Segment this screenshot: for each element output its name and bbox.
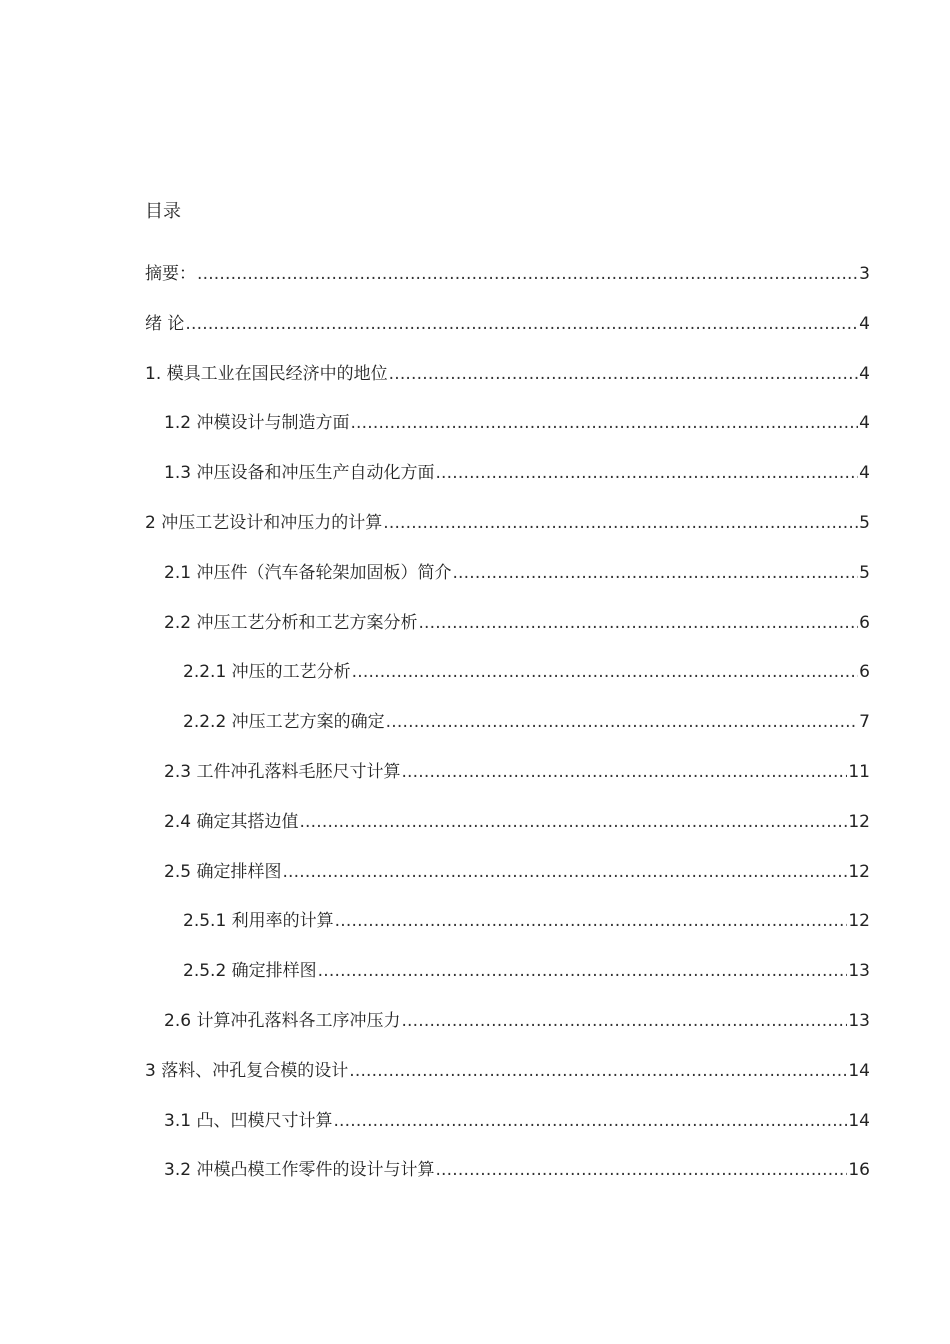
dot-leader <box>282 860 847 884</box>
toc-entry-text: 2.5.1 利用率的计算 <box>183 911 334 932</box>
toc-entry[interactable] <box>145 959 870 1009</box>
dot-leader <box>335 909 848 933</box>
dot-leader <box>352 660 859 684</box>
toc-entry-page: 14 <box>848 1110 870 1131</box>
toc-entry-page: 4 <box>859 413 870 434</box>
toc-entry-page: 12 <box>848 911 870 932</box>
toc-entry-text: 2.4 确定其搭边值 <box>164 811 299 832</box>
toc-entry-text: 2.1 冲压件（汽车备轮架加固板）简介 <box>164 562 452 583</box>
toc-entry-text: 2.6 计算冲孔落料各工序冲压力 <box>164 1010 401 1031</box>
toc-entry-text: 2.3 工件冲孔落料毛胚尺寸计算 <box>164 761 401 782</box>
toc-title: 目录 <box>145 201 181 222</box>
toc-entry-text: 2.2.2 冲压工艺方案的确定 <box>183 712 385 733</box>
toc-entry-page: 7 <box>859 712 870 733</box>
dot-leader <box>401 1009 847 1033</box>
toc-entry-text: 2 冲压工艺设计和冲压力的计算 <box>145 512 383 533</box>
dot-leader <box>418 611 858 635</box>
toc-entry-page: 12 <box>848 861 870 882</box>
dot-leader <box>185 312 858 336</box>
toc-entry-text: 2.2.1 冲压的工艺分析 <box>183 662 351 683</box>
toc-entry-page: 5 <box>859 512 870 533</box>
dot-leader <box>349 1059 847 1083</box>
dot-leader <box>197 262 858 286</box>
toc-entry-page: 5 <box>859 562 870 583</box>
dot-leader <box>435 461 858 485</box>
toc-entry-text: 摘要： <box>145 264 196 284</box>
toc-entry-page: 6 <box>859 662 870 683</box>
toc-entry-text: 2.2 冲压工艺分析和工艺方案分析 <box>164 612 418 633</box>
dot-leader <box>350 411 858 435</box>
toc-entry-page: 4 <box>859 463 870 484</box>
toc-entry-text: 3 落料、冲孔复合模的设计 <box>145 1060 349 1081</box>
toc-list <box>145 262 870 1208</box>
toc-entry-text: 1.3 冲压设备和冲压生产自动化方面 <box>164 463 435 484</box>
toc-entry-text: 1. 模具工业在国民经济中的地位 <box>145 363 388 384</box>
toc-entry-text: 1.2 冲模设计与制造方面 <box>164 413 350 434</box>
toc-entry[interactable] <box>145 262 870 312</box>
toc-entry-page: 16 <box>848 1160 870 1181</box>
toc-entry[interactable] <box>145 860 870 910</box>
toc-entry-text: 3.1 凸、凹模尺寸计算 <box>164 1110 333 1131</box>
toc-entry-page: 13 <box>848 961 870 982</box>
dot-leader <box>389 362 859 386</box>
toc-entry-text: 3.2 冲模凸模工作零件的设计与计算 <box>164 1160 435 1181</box>
dot-leader <box>452 561 858 585</box>
toc-entry[interactable] <box>145 760 870 810</box>
dot-leader <box>383 511 858 535</box>
toc-entry-text: 2.5 确定排样图 <box>164 861 282 882</box>
toc-entry-text: 绪 论 <box>145 313 185 334</box>
toc-entry-page: 6 <box>859 612 870 633</box>
toc-entry-text: 2.5.2 确定排样图 <box>183 961 317 982</box>
toc-entry-page: 4 <box>859 363 870 384</box>
toc-entry[interactable] <box>145 362 870 412</box>
toc-entry-page: 12 <box>848 811 870 832</box>
toc-entry-page: 13 <box>848 1010 870 1031</box>
toc-entry[interactable] <box>145 461 870 511</box>
toc-entry[interactable] <box>145 810 870 860</box>
toc-entry[interactable] <box>145 909 870 959</box>
dot-leader <box>386 710 859 734</box>
dot-leader <box>333 1109 847 1133</box>
toc-entry-page: 11 <box>848 761 870 782</box>
toc-entry[interactable] <box>145 1059 870 1109</box>
toc-entry[interactable] <box>145 312 870 362</box>
toc-entry[interactable] <box>145 511 870 561</box>
toc-entry-page: 3 <box>859 264 870 284</box>
toc-entry[interactable] <box>145 561 870 611</box>
toc-entry[interactable] <box>145 1109 870 1159</box>
toc-entry-page: 4 <box>859 313 870 334</box>
toc-entry[interactable] <box>145 411 870 461</box>
dot-leader <box>318 959 848 983</box>
toc-entry[interactable] <box>145 611 870 661</box>
dot-leader <box>401 760 847 784</box>
dot-leader <box>435 1158 847 1182</box>
toc-entry-page: 14 <box>848 1060 870 1081</box>
toc-entry[interactable] <box>145 1009 870 1059</box>
toc-entry[interactable] <box>145 710 870 760</box>
toc-entry[interactable] <box>145 1158 870 1208</box>
toc-entry[interactable] <box>145 660 870 710</box>
dot-leader <box>299 810 847 834</box>
